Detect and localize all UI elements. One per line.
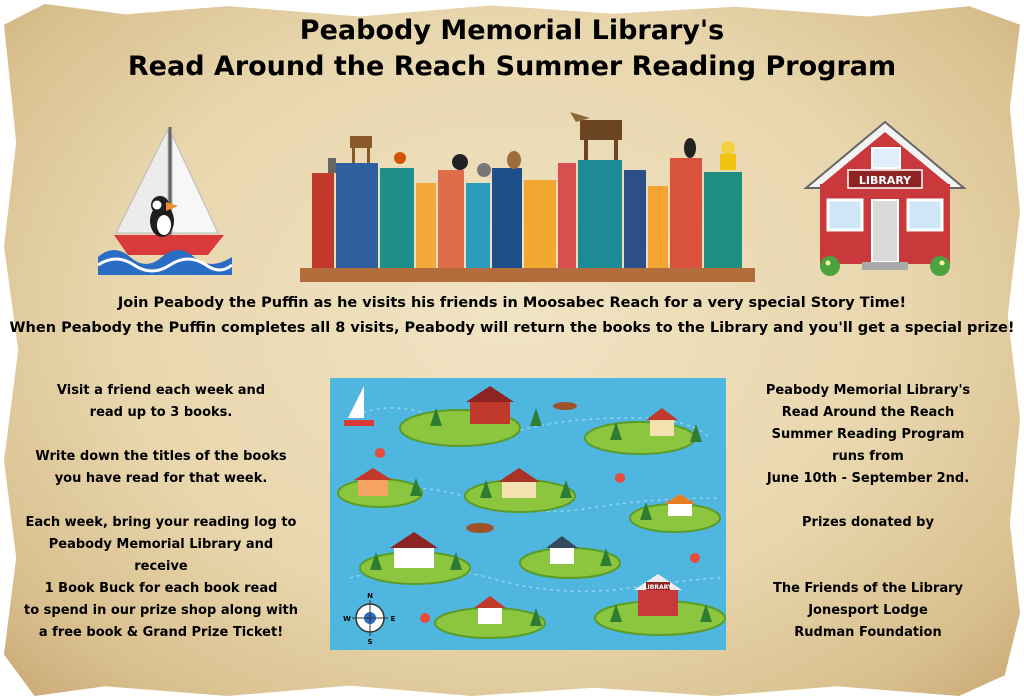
program-info-line: runs from: [832, 449, 904, 464]
instruction-line: you have read for that week.: [54, 471, 268, 486]
library-sign: LIBRARY: [858, 174, 912, 187]
instruction-line: Each week, bring your reading log to: [25, 515, 297, 530]
reach-map-illustration: [330, 378, 726, 650]
sailboat-puffin-illustration: [96, 125, 236, 275]
instruction-line: Peabody Memorial Library and receive: [48, 537, 274, 574]
intro-line-1: Join Peabody the Puffin as he visits his friends in Moosabec Reach for a very special Story Time!: [117, 295, 907, 311]
donor-line: The Friends of the Library: [772, 581, 964, 596]
bookshelf-illustration: [300, 108, 755, 283]
instructions-column: [22, 380, 300, 644]
instruction-line: to spend in our prize shop along with: [24, 603, 298, 618]
library-building-illustration: [800, 118, 970, 278]
program-info-line: June 10th - September 2nd.: [766, 471, 970, 486]
page-title-line-1: Peabody Memorial Library's: [299, 15, 725, 46]
compass-w: W: [343, 615, 351, 623]
intro-line-2: When Peabody the Puffin completes all 8 visits, Peabody will return the books to the Library and you'll get a special prize!: [9, 320, 1015, 336]
donor-line: Rudman Foundation: [794, 625, 942, 640]
compass-n: N: [367, 592, 373, 600]
prizes-heading: Prizes donated by: [802, 515, 934, 530]
compass-s: S: [367, 638, 373, 646]
page-title-line-2: Read Around the Reach Summer Reading Program: [127, 51, 897, 82]
instruction-line: a free book & Grand Prize Ticket!: [38, 625, 284, 640]
instruction-line: Visit a friend each week and: [56, 383, 266, 398]
instruction-line: 1 Book Buck for each book read: [44, 581, 278, 596]
compass-e: E: [390, 615, 396, 623]
program-info-line: Read Around the Reach: [781, 405, 955, 420]
program-info-line: Peabody Memorial Library's: [765, 383, 971, 398]
instruction-line: read up to 3 books.: [89, 405, 233, 420]
program-info-line: Summer Reading Program: [771, 427, 965, 442]
map-library-sign: LIBRARY: [643, 584, 673, 591]
instruction-line: Write down the titles of the books: [35, 449, 287, 464]
program-info-column: [742, 380, 994, 644]
donor-line: Jonesport Lodge: [808, 603, 928, 618]
